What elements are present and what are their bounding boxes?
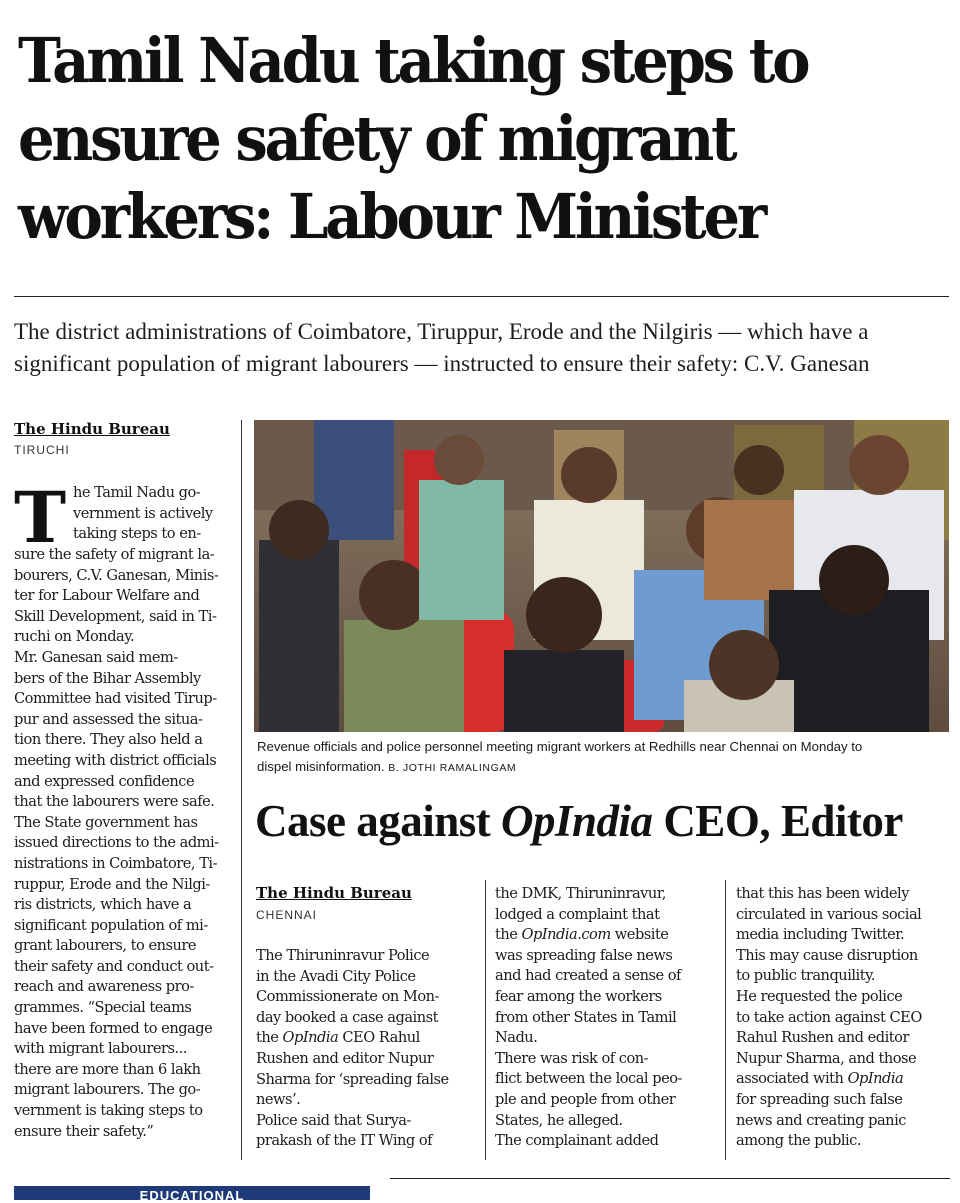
text-line: their safety and conduct out- xyxy=(14,957,214,975)
text-line: news’. xyxy=(256,1091,301,1109)
text-line: lodged a complaint that xyxy=(495,905,660,923)
story1-lead xyxy=(73,483,213,545)
drop-cap: T xyxy=(14,476,67,559)
text-line: Committee had visited Tirup- xyxy=(14,690,217,708)
text-line: sure the safety of migrant la- xyxy=(14,546,215,563)
text-line: prakash of the IT Wing of xyxy=(256,1132,433,1150)
text-line: ter for Labour Welfare and xyxy=(14,587,200,605)
text-line: day booked a case against xyxy=(256,1008,438,1026)
headline-part: Case against xyxy=(255,796,502,846)
text-line: and had created a sense of xyxy=(495,967,681,985)
text-line: ris districts, which have a xyxy=(14,896,192,914)
text-line: was spreading false news xyxy=(495,946,673,964)
caption-line: Revenue officials and police personnel meeting migrant workers at Redhills near Chennai on Monday to xyxy=(257,739,863,754)
text-line: grammes. “Special teams xyxy=(14,999,192,1017)
text-line: Sharma for ‘spreading false xyxy=(256,1070,449,1088)
text-line: issued directions to the admi- xyxy=(14,834,219,852)
story2-column-1 xyxy=(256,946,484,1152)
text-line: There was risk of con- xyxy=(495,1049,649,1067)
text-line: there are more than 6 lakh xyxy=(14,1060,201,1078)
column-divider xyxy=(485,880,486,1160)
crowd-photo-illustration xyxy=(254,420,949,732)
text-line: The Thiruninravur Police xyxy=(256,947,430,964)
text-line: the DMK, Thiruninravur, xyxy=(495,885,666,902)
text-line: that the labourers were safe. xyxy=(14,793,215,811)
text-line: vernment is actively xyxy=(73,504,213,522)
text-line: ple and people from other xyxy=(495,1090,676,1108)
text-line: fear among the workers xyxy=(495,987,662,1005)
text-line: The complainant added xyxy=(495,1132,659,1150)
text-line: reach and awareness pro- xyxy=(14,978,194,996)
text-line: States, he alleged. xyxy=(495,1111,623,1129)
story2-dateline: CHENNAI xyxy=(256,908,318,922)
text-line: Rahul Rushen and editor xyxy=(736,1029,909,1047)
main-headline xyxy=(18,22,883,256)
text-line: He requested the police xyxy=(736,987,903,1005)
text-line: bourers, C.V. Ganesan, Minis- xyxy=(14,566,219,584)
caption-text: dispel misinformation. xyxy=(257,759,385,774)
text-line: he Tamil Nadu go- xyxy=(73,484,201,501)
column-divider xyxy=(725,880,726,1160)
story1-dateline: TIRUCHI xyxy=(14,443,70,457)
text-line: have been formed to engage xyxy=(14,1019,213,1037)
text-line: the OpIndia.com website xyxy=(495,926,669,944)
text-line: news and creating panic xyxy=(736,1111,906,1129)
headline-line: Tamil Nadu taking steps to xyxy=(18,24,808,97)
column-divider xyxy=(241,420,242,1160)
text-line: that this has been widely xyxy=(736,885,909,902)
headline-line: workers: Labour Minister xyxy=(18,180,764,253)
news-photo xyxy=(254,420,949,732)
text-line: tion there. They also held a xyxy=(14,731,203,749)
second-headline xyxy=(255,792,903,850)
text-line: taking steps to en- xyxy=(73,525,201,543)
story2-column-2 xyxy=(495,884,723,1152)
strapline xyxy=(14,316,944,380)
text-line: flict between the local peo- xyxy=(495,1070,682,1088)
italic-name: OpIndia xyxy=(282,1029,339,1047)
story2-byline: The Hindu Bureau xyxy=(256,884,412,902)
text-line: ruppur, Erode and the Nilgi- xyxy=(14,875,210,893)
text-line: nistrations in Coimbatore, Ti- xyxy=(14,854,218,872)
text-line: meeting with district officials xyxy=(14,751,217,769)
text-line: Nupur Sharma, and those xyxy=(736,1049,917,1067)
headline-line: ensure safety of migrant xyxy=(18,102,735,175)
text-line: with migrant labourers... xyxy=(14,1040,187,1058)
text-line: to take action against CEO xyxy=(736,1008,922,1026)
text-line: to public tranquility. xyxy=(736,967,876,985)
photo-credit: B. JOTHI RAMALINGAM xyxy=(388,762,517,774)
text-line: Rushen and editor Nupur xyxy=(256,1049,434,1067)
italic-name: OpIndia xyxy=(847,1070,904,1088)
photo-caption xyxy=(257,737,947,778)
text-line: ruchi on Monday. xyxy=(14,628,135,646)
text-line: Nadu. xyxy=(495,1029,538,1047)
text-line: bers of the Bihar Assembly xyxy=(14,669,201,687)
text-line: Commissionerate on Mon- xyxy=(256,988,439,1006)
text-line: Skill Development, said in Ti- xyxy=(14,607,217,625)
caption-line-2 xyxy=(257,757,947,778)
section-banner xyxy=(14,1186,370,1203)
italic-name: OpIndia.com xyxy=(521,926,611,944)
divider xyxy=(390,1178,950,1179)
strap-line: significant population of migrant labourers — instructed to ensure their safety: C.V. Ganesan xyxy=(14,351,870,376)
section-banner-label: EDUCATIONAL xyxy=(139,1188,245,1203)
text-line: media including Twitter. xyxy=(736,926,905,944)
text-line: significant population of mi- xyxy=(14,916,208,934)
text-line: ensure their safety.” xyxy=(14,1122,154,1140)
text-line: This may cause disruption xyxy=(736,946,918,964)
divider xyxy=(14,296,949,297)
text-line: associated with OpIndia xyxy=(736,1070,904,1088)
text-line: vernment is taking steps to xyxy=(14,1102,203,1120)
text-line: and expressed confidence xyxy=(14,772,195,790)
text-line: for spreading such false xyxy=(736,1090,903,1108)
text-line: from other States in Tamil xyxy=(495,1008,677,1026)
text-line: migrant labourers. The go- xyxy=(14,1081,201,1099)
story1-byline: The Hindu Bureau xyxy=(14,420,170,438)
text-line: Mr. Ganesan said mem- xyxy=(14,648,178,666)
text-line: circulated in various social xyxy=(736,905,922,923)
text-line: Police said that Surya- xyxy=(256,1111,411,1129)
strap-line: The district administrations of Coimbatore, Tiruppur, Erode and the Nilgiris — which have a xyxy=(14,319,869,344)
story2-column-3 xyxy=(736,884,952,1152)
text-line: pur and assessed the situa- xyxy=(14,710,203,728)
text-line: in the Avadi City Police xyxy=(256,967,416,985)
story1-body xyxy=(14,545,219,1142)
headline-part-italic: OpIndia xyxy=(501,796,653,846)
text-line: among the public. xyxy=(736,1132,861,1150)
headline-part: CEO, Editor xyxy=(652,796,903,846)
text-line: grant labourers, to ensure xyxy=(14,937,196,955)
text-line: the OpIndia CEO Rahul xyxy=(256,1029,420,1047)
text-line: The State government has xyxy=(14,813,198,831)
